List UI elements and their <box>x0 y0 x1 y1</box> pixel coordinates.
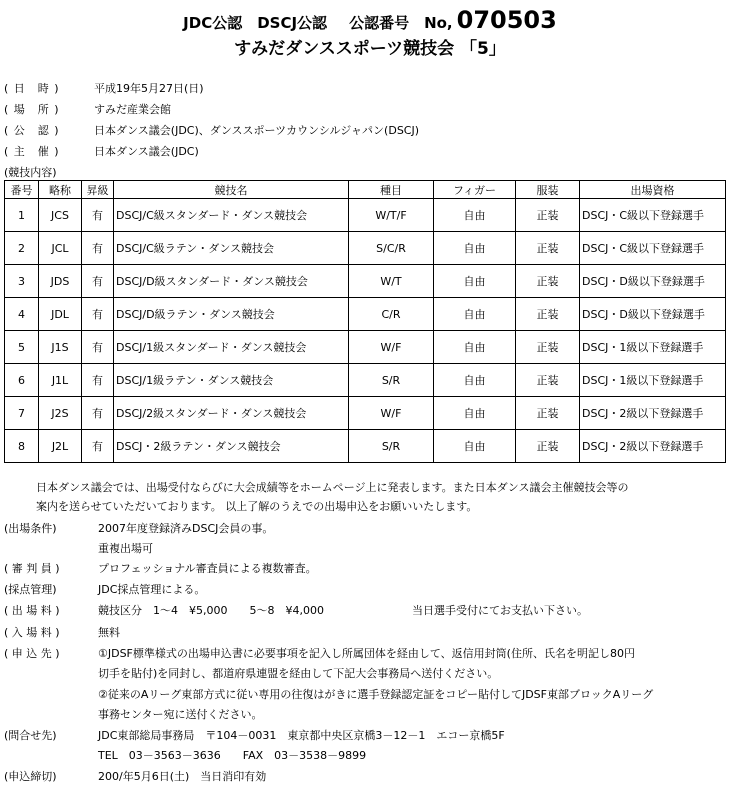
condition-value: 無料 <box>98 626 120 639</box>
condition-value: プロフェッショナル審査員による複数審査。 <box>98 562 317 575</box>
events-label: (競技内容) <box>4 166 57 179</box>
note-line: 案内を送らせていただいております。 以上了解のうえでの出場申込をお願いいたします。 <box>36 500 478 513</box>
cell-dress: 正装 <box>516 232 580 265</box>
condition-scoring <box>4 580 206 599</box>
apply-line: 事務センター宛に送付ください。 <box>98 708 263 721</box>
cell-dress: 正装 <box>516 364 580 397</box>
contact-phone: TEL 03－3563－3636 FAX 03－3538－9899 <box>98 749 367 762</box>
cell-dances: S/C/R <box>349 232 434 265</box>
privacy-note <box>36 478 628 516</box>
condition-label: ( 入 場 料 ) <box>4 626 60 639</box>
cell-code: JCL <box>39 232 82 265</box>
apply-line: 切手を貼付)を同封し、都道府県連盟を経由して下記大会事務局へ送付ください。 <box>98 667 499 680</box>
condition-label: ( 出 場 料 ) <box>4 604 60 617</box>
condition-label: (申込締切) <box>4 770 57 783</box>
fee-payment-note: 当日選手受付にてお支払い下さい。 <box>412 604 588 617</box>
cell-figure: 自由 <box>434 397 516 430</box>
cell-event-name: DSCJ/1級ラテン・ダンス競技会 <box>114 364 349 397</box>
cell-eligibility: DSCJ・D級以下登録選手 <box>580 265 726 298</box>
cell-dances: W/F <box>349 397 434 430</box>
cell-dances: C/R <box>349 298 434 331</box>
cell-code: J1S <box>39 331 82 364</box>
table-row <box>5 265 726 298</box>
condition-fee <box>4 601 588 620</box>
info-label: ( 場 所 ) <box>4 103 60 116</box>
cell-code: J2S <box>39 397 82 430</box>
cell-number: 5 <box>5 331 39 364</box>
info-value: 日本ダンス議会(JDC)、ダンススポーツカウンシルジャパン(DSCJ) <box>94 124 420 137</box>
table-row <box>5 430 726 463</box>
page-title: すみだダンススポーツ競技会 「5」 <box>234 39 506 59</box>
apply-line: ②従来のAリーグ東部方式に従い専用の往復はがきに選手登録認定証をコピー貼付してJDSF東部ブロックAリーグ <box>98 688 654 701</box>
info-venue <box>4 101 171 117</box>
condition-entry <box>4 519 274 538</box>
table-row <box>5 331 726 364</box>
note-line: 日本ダンス議会では、出場受付ならびに大会成績等をホームページ上に発表します。また日本ダンス議会主催競技会等の <box>36 481 629 494</box>
cell-figure: 自由 <box>434 199 516 232</box>
apply-line: ①JDSF標準様式の出場申込書に必要事項を記入し所属団体を経由して、返信用封筒(住所、氏名を明記し80円 <box>98 647 635 660</box>
table-row <box>5 364 726 397</box>
condition-value: 2007年度登録済みDSCJ会員の事。 <box>98 522 274 535</box>
cell-event-name: DSCJ/2級スタンダード・ダンス競技会 <box>114 397 349 430</box>
info-value: すみだ産業会館 <box>94 103 171 116</box>
cell-eligibility: DSCJ・C級以下登録選手 <box>580 199 726 232</box>
cell-code: J2L <box>39 430 82 463</box>
condition-label: ( 申 込 先 ) <box>4 647 60 660</box>
column-header: 番号 <box>5 181 39 199</box>
cell-eligibility: DSCJ・2級以下登録選手 <box>580 430 726 463</box>
cell-code: JDS <box>39 265 82 298</box>
condition-admission <box>4 623 120 642</box>
table-row <box>5 232 726 265</box>
info-value: 日本ダンス議会(JDC) <box>94 145 199 158</box>
cell-figure: 自由 <box>434 364 516 397</box>
condition-entry-extra: 重複出場可 <box>98 542 153 555</box>
cell-eligibility: DSCJ・D級以下登録選手 <box>580 298 726 331</box>
condition-apply <box>4 644 635 663</box>
info-date <box>4 80 204 96</box>
cell-dress: 正装 <box>516 199 580 232</box>
cell-event-name: DSCJ/D級ラテン・ダンス競技会 <box>114 298 349 331</box>
condition-label: (出場条件) <box>4 522 57 535</box>
info-value: 平成19年5月27日(日) <box>94 82 204 95</box>
condition-judges <box>4 559 317 578</box>
cell-dress: 正装 <box>516 298 580 331</box>
info-label: ( 主 催 ) <box>4 145 60 158</box>
cell-number: 6 <box>5 364 39 397</box>
condition-deadline <box>4 767 267 786</box>
cell-number: 3 <box>5 265 39 298</box>
condition-value: JDC東部総局事務局 〒104－0031 東京都中央区京橋3－12－1 エコー京橋5F <box>98 729 505 742</box>
cell-dances: S/R <box>349 364 434 397</box>
cell-eligibility: DSCJ・1級以下登録選手 <box>580 364 726 397</box>
column-header: 略称 <box>39 181 82 199</box>
cell-dress: 正装 <box>516 331 580 364</box>
info-approval <box>4 122 419 138</box>
approval-label: 公認番号 No, <box>349 14 453 32</box>
table-row <box>5 397 726 430</box>
table-header-row <box>5 181 726 199</box>
cell-event-name: DSCJ/C級スタンダード・ダンス競技会 <box>114 199 349 232</box>
cell-promotion: 有 <box>82 364 114 397</box>
column-header: フィガー <box>434 181 516 199</box>
cell-promotion: 有 <box>82 298 114 331</box>
table-row <box>5 199 726 232</box>
cell-figure: 自由 <box>434 331 516 364</box>
info-organizer <box>4 143 199 159</box>
cell-number: 4 <box>5 298 39 331</box>
cell-figure: 自由 <box>434 265 516 298</box>
cell-promotion: 有 <box>82 199 114 232</box>
table-row <box>5 298 726 331</box>
condition-value: JDC採点管理による。 <box>98 583 206 596</box>
cell-dress: 正装 <box>516 265 580 298</box>
column-header: 服装 <box>516 181 580 199</box>
cell-promotion: 有 <box>82 232 114 265</box>
condition-value: 競技区分 1～4 ¥5,000 5～8 ¥4,000 <box>98 604 324 617</box>
cell-number: 8 <box>5 430 39 463</box>
cell-promotion: 有 <box>82 265 114 298</box>
cell-event-name: DSCJ/C級ラテン・ダンス競技会 <box>114 232 349 265</box>
approval-number: 070503 <box>456 6 557 34</box>
cell-dances: W/F <box>349 331 434 364</box>
cell-eligibility: DSCJ・1級以下登録選手 <box>580 331 726 364</box>
approval-header <box>0 6 740 34</box>
cell-eligibility: DSCJ・2級以下登録選手 <box>580 397 726 430</box>
cell-dress: 正装 <box>516 397 580 430</box>
cell-dress: 正装 <box>516 430 580 463</box>
info-label: ( 公 認 ) <box>4 124 60 137</box>
cell-figure: 自由 <box>434 298 516 331</box>
condition-contact <box>4 726 505 745</box>
cell-number: 2 <box>5 232 39 265</box>
certification-text: JDC公認 DSCJ公認 <box>183 14 328 32</box>
column-header: 競技名 <box>114 181 349 199</box>
cell-event-name: DSCJ/D級スタンダード・ダンス競技会 <box>114 265 349 298</box>
cell-promotion: 有 <box>82 331 114 364</box>
cell-code: J1L <box>39 364 82 397</box>
condition-value: 200/年5月6日(土) 当日消印有効 <box>98 770 267 783</box>
column-header: 種目 <box>349 181 434 199</box>
cell-code: JCS <box>39 199 82 232</box>
condition-label: ( 審 判 員 ) <box>4 562 60 575</box>
cell-number: 7 <box>5 397 39 430</box>
cell-dances: W/T/F <box>349 199 434 232</box>
cell-event-name: DSCJ/1級スタンダード・ダンス競技会 <box>114 331 349 364</box>
cell-figure: 自由 <box>434 232 516 265</box>
column-header: 出場資格 <box>580 181 726 199</box>
cell-code: JDL <box>39 298 82 331</box>
info-label: ( 日 時 ) <box>4 82 60 95</box>
cell-promotion: 有 <box>82 430 114 463</box>
cell-dances: W/T <box>349 265 434 298</box>
cell-figure: 自由 <box>434 430 516 463</box>
condition-label: (採点管理) <box>4 583 57 596</box>
events-table <box>4 180 726 463</box>
cell-eligibility: DSCJ・C級以下登録選手 <box>580 232 726 265</box>
cell-dances: S/R <box>349 430 434 463</box>
column-header: 昇級 <box>82 181 114 199</box>
cell-number: 1 <box>5 199 39 232</box>
cell-event-name: DSCJ・2級ラテン・ダンス競技会 <box>114 430 349 463</box>
cell-promotion: 有 <box>82 397 114 430</box>
condition-label: (問合せ先) <box>4 729 57 742</box>
